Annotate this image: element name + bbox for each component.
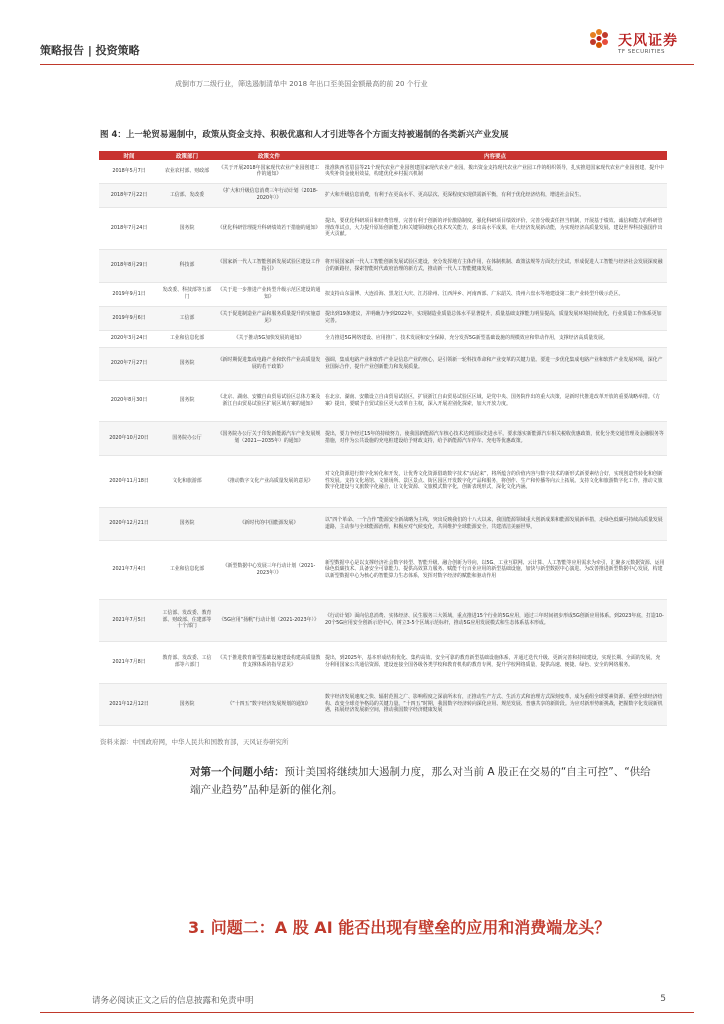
summary-lead: 对第一个问题小结： [190, 766, 285, 778]
table-row [99, 540, 667, 599]
cell-date: 2021年12月12日 [99, 683, 159, 725]
table-row [99, 641, 667, 683]
cell-content: 对文化资源进行数字化转化和开发，让优秀文化资源借助数字技术“活起来”，将所蕴含的价值内容与数字技术的新形式新要素结合好，实现创造性转化和创新性发展。支持文化场馆、文娱场所、景区景点、街区园区开发数字化产品和服务，将创作、生产和传播等向云上拓展。支持文化和旅游数字化工作，推动文旅数字化建设与文旅数字化融合，让文化资源、文旅模式数字化，创新表现形式，深化文化内涵。 [323, 455, 667, 507]
cell-document: 《5G应用“扬帆”行动计划（2021-2023年）》 [215, 599, 323, 641]
table-row [99, 306, 667, 330]
previous-figure-caption: 成倒市万二级行业，筛选遏制清单中 2018 年出口至美国金额最高的前 20 个行业 [175, 80, 428, 88]
cell-document: 《北京、湖南、安徽自由贸易试验区总体方案及浙江自由贸易试验区扩展区域方案的通知》 [215, 380, 323, 421]
company-logo [584, 24, 694, 64]
table-row [99, 183, 667, 207]
cell-date: 2020年8月30日 [99, 380, 159, 421]
cell-department: 工信部、发改委、教育部、财政部、住建部等十个部门 [159, 599, 215, 641]
cell-date: 2018年7月22日 [99, 183, 159, 207]
table-row [99, 160, 667, 183]
cell-date: 2021年7月8日 [99, 641, 159, 683]
cell-document: 《推动数字文化产业高质量发展的意见》 [215, 455, 323, 507]
cell-date: 2018年5月7日 [99, 160, 159, 183]
cell-date: 2019年9月1日 [99, 282, 159, 306]
cell-date: 2018年7月24日 [99, 207, 159, 249]
cell-date: 2020年12月21日 [99, 507, 159, 540]
header-document: 政策文件 [215, 151, 323, 160]
policy-table [99, 151, 667, 726]
cell-department: 工业和信息化部 [159, 540, 215, 599]
cell-date: 2019年9月6日 [99, 306, 159, 330]
table-row [99, 507, 667, 540]
cell-department: 工业和信息化部 [159, 330, 215, 347]
cell-department: 国务院办公厅 [159, 421, 215, 455]
logo-text-cn: 天风证券 [618, 33, 678, 49]
cell-document: 《国务院办公厅关于印发新能源汽车产业发展规划（2021—2035年）的通知》 [215, 421, 323, 455]
cell-content: 强调，集成电路产业和软件产业是信息产业的核心，是引领新一轮科技革命和产业变革的关键力量。要进一步优化集成电路产业和软件产业发展环境，深化产业国际合作，提升产业创新能力和发展质量。 [323, 347, 667, 380]
table-row [99, 380, 667, 421]
header-department: 政策部门 [159, 151, 215, 160]
cell-content: 在北京、湖南、安徽设立自由贸易试验区，扩展浙江自由贸易试验区区域，是党中央、国务院作出的重大决策，是新时代推进改革开放的重要战略举措。《方案》提出，要赋予自贸试验区更大改革自主权，深入开展差别化探索，加大开放力度。 [323, 380, 667, 421]
cell-content: 全力推进5G网络建设、应用推广、技术发展和安全保障，充分发挥5G新型基础设施的规模效应和带动作用，支撑经济高质量发展。 [323, 330, 667, 347]
cell-document: 《关于进一步推进产业转型升级示范区建设的通知》 [215, 282, 323, 306]
cell-content: 提出到19条建议，并明确力争到2022年，实现制造业质量总体水平显著提升，质量基础支撑能力明显提高，质量发展环境持续优化，行业质量工作体系更加完善。 [323, 306, 667, 330]
cell-content: 拟支持山东淄博、大连沿海、黑龙江大庆、江苏徐州、江西萍乡、河南西部、广东韶关、贵州六盘水等地建设第二批产业转型升级示范区。 [323, 282, 667, 306]
cell-content: 提出，要力争经过15年的持续努力，使我国新能源汽车核心技术达到国际先进水平。要求落实新能源汽车相关税收优惠政策，优化分类交通管理及金融服务等措施，对作为公共设施的充电桩建设给予财政支持，给予新能源汽车停车、充电等优惠政策。 [323, 421, 667, 455]
cell-content: 批准陕西省眉县等21个现代农业产业园创建国家现代农业产业园，拨出资金支持现代农业产业园工作的组织领导，扎实推进国家现代农业产业园创建，提升中央奖补资金使用效益，构建优化乡村振兴机制 [323, 160, 667, 183]
cell-content: 数字经济发展速度之快、辐射范围之广、影响程度之深前所未有，正推动生产方式、生活方式和治理方式深刻变革，成为重组全球要素资源、重塑全球经济结构、改变全球竞争格局的关键力量。“十四五”时期，我国数字经济转向深化应用、规范发展、普惠共享的新阶段。为应对新形势新挑战，把握数字化发展新机遇，拓展经济发展新空间，推动我国数字经济健康发展 [323, 683, 667, 725]
footer-rule [40, 1012, 694, 1013]
cell-department: 工信部、发改委 [159, 183, 215, 207]
cell-department: 工信部 [159, 306, 215, 330]
page-number: 5 [660, 994, 666, 1004]
table-row [99, 421, 667, 455]
cell-department: 国务院 [159, 207, 215, 249]
header-content: 内容要点 [323, 151, 667, 160]
cell-date: 2021年7月4日 [99, 540, 159, 599]
cell-document: 《关于推进教育新型基础设施建设构建高质量教育支撑体系的指导意见》 [215, 641, 323, 683]
cell-date: 2020年3月24日 [99, 330, 159, 347]
cell-department: 国务院 [159, 507, 215, 540]
cell-content: 将开展国家新一代人工智能创新发展试验区建设，充分发挥地方主体作用，在体制机制、政策法规等方面先行先试，形成促进人工智能与经济社会发展深度融合的新路径，探索智能时代政府治理的新方式，推动新一代人工智能健康发展。 [323, 249, 667, 282]
cell-document: 《扩大和升级信息消费三年行动计划（2018-2020年）》 [215, 183, 323, 207]
cell-date: 2020年10月20日 [99, 421, 159, 455]
table-row [99, 207, 667, 249]
cell-document: 《新时期促进集成电路产业和软件产业高质量发展的若干政策》 [215, 347, 323, 380]
cell-document: 《关于促进制造业产品和服务质量提升的实施意见》 [215, 306, 323, 330]
cell-document: 《关于推动5G加快发展的通知》 [215, 330, 323, 347]
cell-document: 《关于开展2018年国家现代农业产业园创建工作的通知》 [215, 160, 323, 183]
table-row [99, 683, 667, 725]
cell-document: 《新型数据中心发展三年行动计划（2021-2023年）》 [215, 540, 323, 599]
cell-department: 发改委、科技部等五部门 [159, 282, 215, 306]
cell-content: 新型数据中心是以支撑经济社会数字转型、智能升级、融合创新为导向，以5G、工业互联网、云计算、人工智能等应用需求为牵引，汇聚多元数据资源、运用绿色低碳技术、具备安全可靠能力、提供高效算力服务、赋能千行百业应用的新型基础设施，加快与新型数据中心演进。为改善推进新型数据中心发展，构建以新型数据中心为核心的智能算力生态体系，发挥对数字经济的赋能和驱动作用 [323, 540, 667, 599]
report-section-label: 策略报告 | 投资策略 [40, 44, 140, 57]
table-row [99, 347, 667, 380]
cell-department: 农业农村部、财政部 [159, 160, 215, 183]
cell-department: 国务院 [159, 380, 215, 421]
cell-content: 提出，要优化科研项目和经费管理，完善有利于创新的评价激励制度，强化科研项目绩效评价，完善分级责任担当机制，开展基于绩效、诚信和能力的科研管理改革试点，大力提升原始创新能力和关键领域核心技术攻关能力，多出高水平成果，壮大经济发展新动能，为实现经济高质量发展、建设世界科技强国作出更大贡献。 [323, 207, 667, 249]
logo-flower-icon [584, 24, 614, 54]
cell-department: 教育部、发改委、工信部等六部门 [159, 641, 215, 683]
table-header-row [99, 151, 667, 160]
figure-source: 资料来源：中国政府网，中华人民共和国教育部，天风证券研究所 [100, 738, 289, 746]
cell-document: 《“十四五”数字经济发展规划的通知》 [215, 683, 323, 725]
header-rule [40, 64, 694, 65]
cell-document: 《优化科研管理提升科研绩效若干措施的通知》 [215, 207, 323, 249]
cell-date: 2020年7月27日 [99, 347, 159, 380]
summary-paragraph [190, 763, 660, 799]
table-row [99, 330, 667, 347]
cell-department: 文化和旅游部 [159, 455, 215, 507]
logo-text-en: TF SECURITIES [618, 49, 665, 55]
cell-department: 国务院 [159, 683, 215, 725]
figure-title: 图 4：上一轮贸易遏制中，政策从资金支持、积极优惠和人才引进等各个方面支持被遏制的各类新兴产业发展 [100, 130, 509, 140]
table-row [99, 599, 667, 641]
cell-content: 扩大和升级信息消费，有利于在更高水平、更高层次、更深程度实现供需新平衡，有利于优化经济结构，增进社会民生。 [323, 183, 667, 207]
cell-date: 2020年11月18日 [99, 455, 159, 507]
table-row [99, 455, 667, 507]
table-row [99, 249, 667, 282]
cell-document: 《国家新一代人工智能创新发展试验区建设工作指引》 [215, 249, 323, 282]
table-row [99, 282, 667, 306]
cell-date: 2018年8月29日 [99, 249, 159, 282]
cell-department: 科技部 [159, 249, 215, 282]
summary-body: 预计美国将继续加大遏制力度，那么对当前 A 股正在交易的“自主可控”、“供给端产业趋势”品种是新的催化剂。 [190, 766, 651, 796]
section-heading: 3. 问题二：A 股 AI 能否出现有壁垒的应用和消费端龙头？ [188, 918, 611, 937]
cell-content: 以“四个革命、一个合作”能源安全新战略为主线，突出反映我们的十八大以来，我国能源领域重大创新成果和能源发展新举措，走绿色低碳可持续高质量发展道路，主动参与全球能源治理，积极应对气候变化，共同维护全球能源安全，共建清洁美丽世界。 [323, 507, 667, 540]
cell-document: 《新时代的中国能源发展》 [215, 507, 323, 540]
footer-disclaimer: 请务必阅读正文之后的信息披露和免责申明 [92, 996, 254, 1006]
cell-date: 2021年7月5日 [99, 599, 159, 641]
cell-content: 《行动计划》面向信息消费、实体经济、民生服务三大领域，重点推进15个行业的5G应用，通过三年时间初步形成5G创新应用体系。到2023年底，打造10-20个5G应用安全创新示范中心，树立3-5个区域示范标杆，推动5G应用发展模式和生态体系基本形成。 [323, 599, 667, 641]
cell-department: 国务院 [159, 347, 215, 380]
header-time: 时间 [99, 151, 159, 160]
cell-content: 提出，到2025年，基本形成结构优化、集约高效、安全可靠的教育新型基础设施体系，并通过迭代升级、更新完善和持续建设，实现长期、全面的发展。充分利用国家公共通信资源，建设连接全国各级各类学校和教育机构的教育专网，提升学校网络质量，提供高速、便捷、绿色、安全的网络服务。 [323, 641, 667, 683]
